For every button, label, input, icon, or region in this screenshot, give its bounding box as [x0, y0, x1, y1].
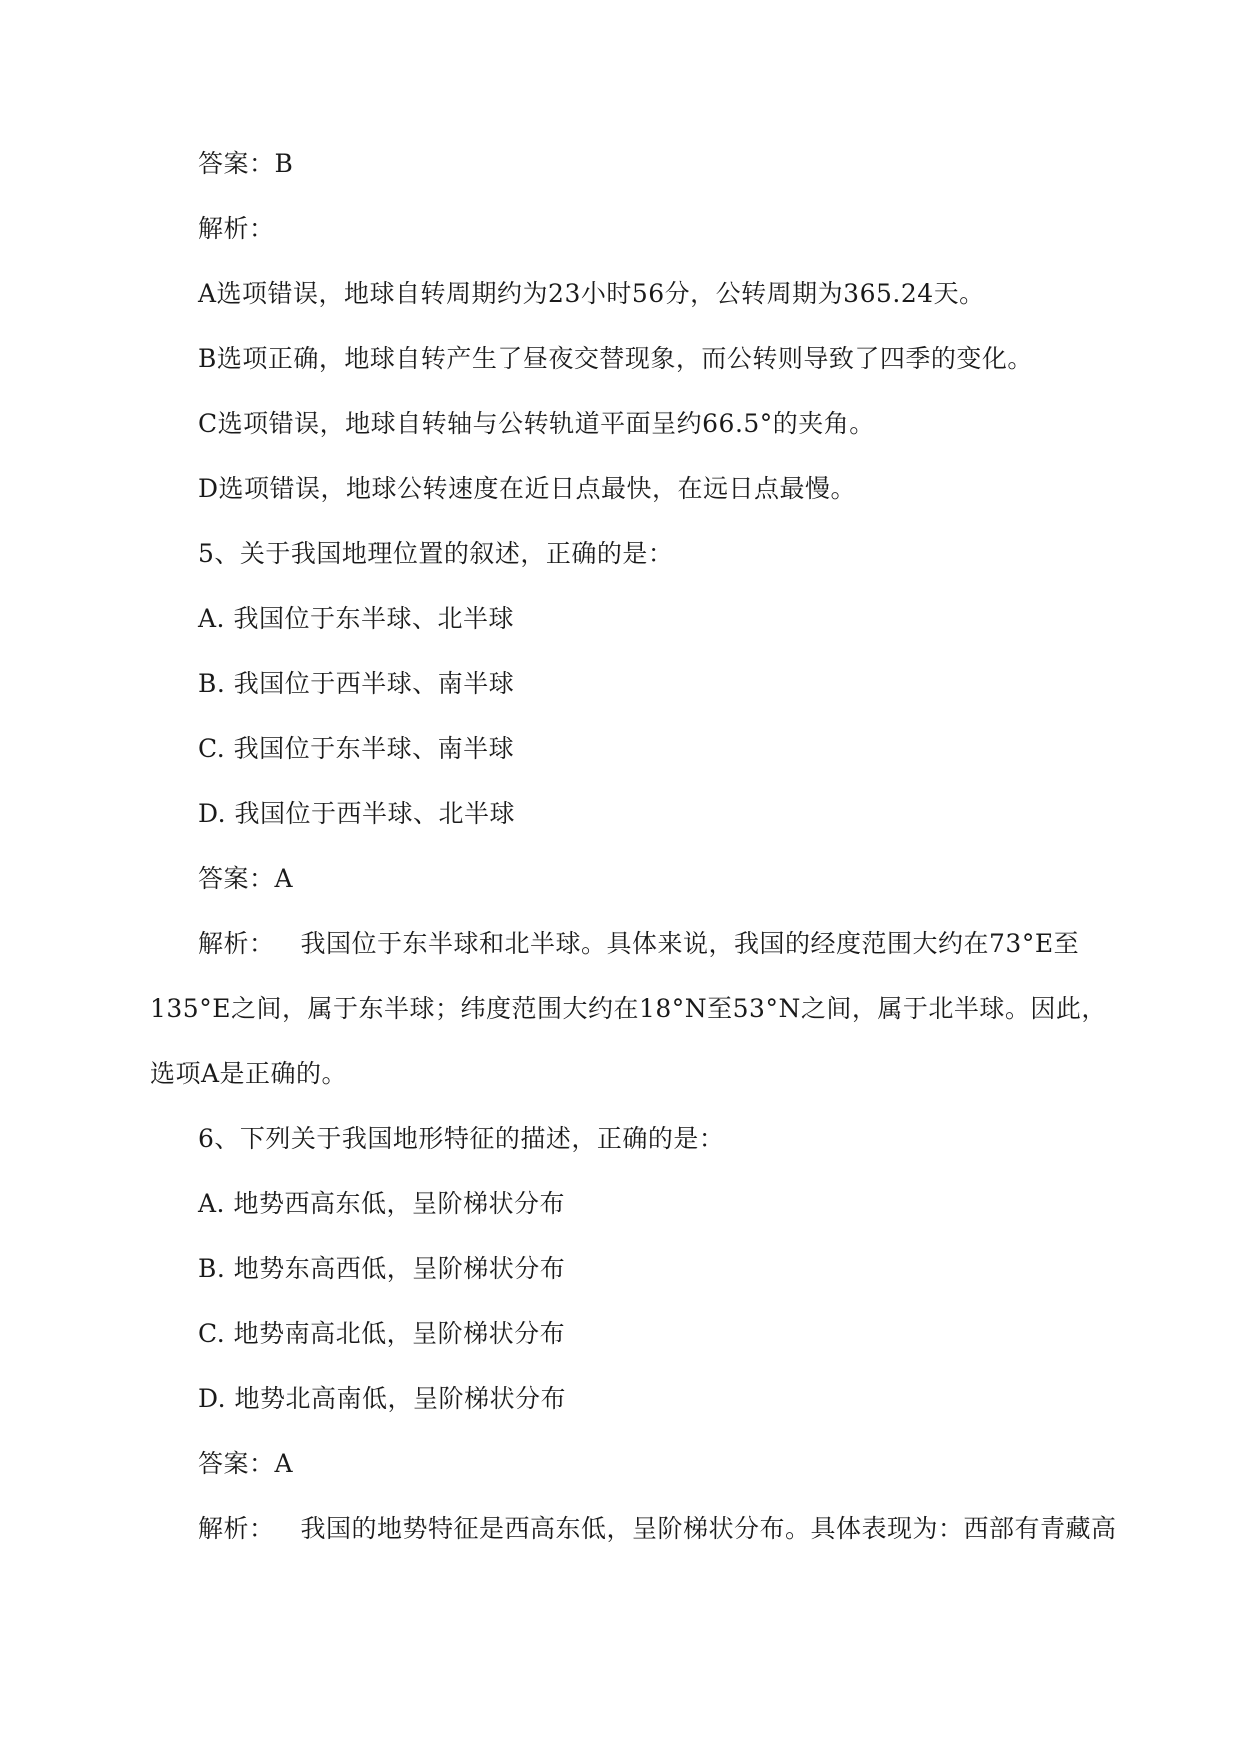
- q6-question: 6、下列关于我国地形特征的描述，正确的是：: [198, 1124, 725, 1153]
- q5-analysis-text-1: 我国位于东半球和北半球。具体来说，我国的经度范围大约在73°E至: [300, 929, 1080, 958]
- q4-answer: 答案：B: [198, 149, 294, 178]
- q4-explanation-b: B选项正确，地球自转产生了昼夜交替现象，而公转则导致了四季的变化。: [198, 344, 1033, 373]
- q6-option-c: C. 地势南高北低，呈阶梯状分布: [198, 1319, 566, 1348]
- q6-answer: 答案：A: [198, 1449, 294, 1478]
- q6-analysis-line-1: [198, 1512, 1117, 1546]
- q5-option-b: B. 我国位于西半球、南半球: [198, 669, 515, 698]
- q6-analysis-label: 解析：: [198, 1514, 275, 1543]
- q4-explanation-c: C选项错误，地球自转轴与公转轨道平面呈约66.5°的夹角。: [198, 409, 875, 438]
- q5-option-c: C. 我国位于东半球、南半球: [198, 734, 515, 763]
- q5-question: 5、关于我国地理位置的叙述，正确的是：: [198, 539, 674, 568]
- q6-option-a: A. 地势西高东低，呈阶梯状分布: [198, 1189, 565, 1218]
- q5-analysis-line-3: 选项A是正确的。: [150, 1059, 348, 1088]
- q6-analysis-text-1: 我国的地势特征是西高东低，呈阶梯状分布。具体表现为：西部有青藏高: [300, 1514, 1117, 1543]
- q4-explanation-d: D选项错误，地球公转速度在近日点最快，在远日点最慢。: [198, 474, 857, 503]
- q6-option-d: D. 地势北高南低，呈阶梯状分布: [198, 1384, 567, 1413]
- q5-analysis-label: 解析：: [198, 929, 275, 958]
- q4-explanation-a: A选项错误，地球自转周期约为23小时56分，公转周期为365.24天。: [198, 279, 985, 308]
- q5-analysis-line-2: 135°E之间，属于东半球；纬度范围大约在18°N至53°N之间，属于北半球。因此，: [150, 994, 1107, 1023]
- q4-analysis-label: 解析：: [198, 214, 275, 243]
- q5-option-d: D. 我国位于西半球、北半球: [198, 799, 516, 828]
- q5-option-a: A. 我国位于东半球、北半球: [198, 604, 514, 633]
- q5-answer: 答案：A: [198, 864, 294, 893]
- q6-option-b: B. 地势东高西低，呈阶梯状分布: [198, 1254, 566, 1283]
- q5-analysis-line-1: [198, 927, 1079, 961]
